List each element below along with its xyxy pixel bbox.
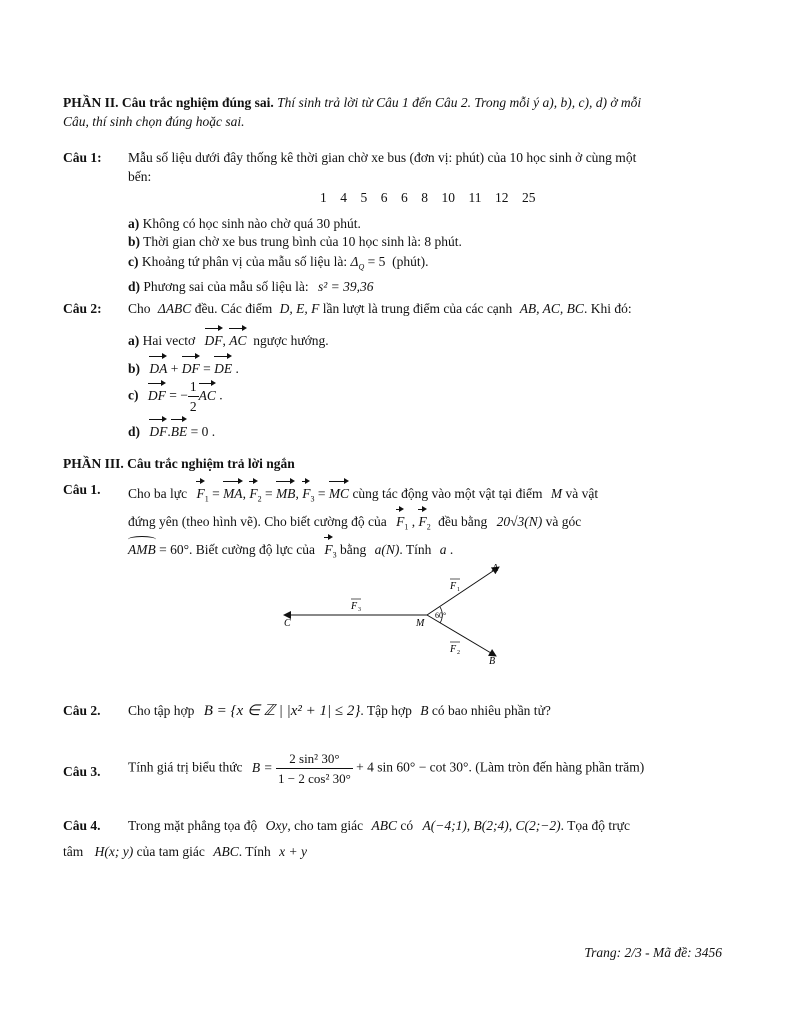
point-m-label: M	[416, 618, 425, 629]
q1-option-a: a) Không có học sinh nào chờ quá 30 phút.	[128, 216, 361, 231]
p3-q1-line1: Cho ba lực $F_1$ = MA, $F_2$ = MB, $F_3$ = MC cùng tác động vào một vật tại điểm M và vật	[128, 480, 598, 509]
force-f1-arrow	[427, 567, 499, 615]
part2-heading	[63, 93, 641, 112]
q2-option-a: a) Hai vectơ DF, AC ngược hướng.	[128, 327, 329, 350]
q2-option-c: c) DF = − $\frac{1}{2}$ AC .	[128, 379, 223, 414]
q2-option-d: d) DF.BE = 0 .	[128, 418, 215, 441]
p3-q3-text: Tính giá trị biểu thức B = $\frac{\text{2 sin² 30°}}{\text{1 − 2 cos² 30°}}$ + 4 sin 60° − cot 30°. (Làm tròn đến hàng phần trăm)	[128, 751, 645, 786]
q1-data-row: 1 4 5 6 6 8 10 11 12 25	[320, 190, 536, 205]
q2-label: Câu 2:	[63, 301, 102, 316]
p3-q1-label: Câu 1.	[63, 482, 101, 497]
force-f2-arrow	[427, 615, 496, 656]
p3-q1-line3: AMB = 60°. Biết cường độ lực của $F_3$ bằng a(N). Tính a .	[128, 536, 453, 565]
point-a-label: A	[492, 563, 499, 574]
part2-instruction: Thí sinh trả lời từ Câu 1 đến Câu 2. Trong mỗi ý a), b), c), d) ở mỗi	[273, 95, 642, 110]
q2-stem: Cho ΔABC đều. Các điểm D, E, F lần lượt là trung điểm của các cạnh AB, AC, BC. Khi đó:	[128, 301, 632, 316]
part2-instruction-2: Câu, thí sinh chọn đúng hoặc sai.	[63, 114, 245, 129]
q1-option-d: d) Phương sai của mẫu số liệu là: s² = 39,36	[128, 279, 374, 294]
svg-text:3: 3	[358, 607, 361, 613]
svg-text:1: 1	[457, 587, 460, 593]
f2-label	[449, 642, 460, 656]
part3-title: PHẦN III. Câu trắc nghiệm trả lời ngắn	[63, 456, 295, 471]
p3-q2-text: Cho tập hợp B = {x ∈ ℤ | |x² + 1| ≤ 2}. Tập hợp B có bao nhiêu phần tử?	[128, 703, 551, 719]
page-footer: Trang: 2/3 - Mã đề: 3456	[584, 945, 722, 960]
svg-text:F: F	[450, 644, 457, 655]
angle-label: 60°	[435, 611, 447, 620]
q1-option-c: c) Khoảng tứ phân vị của mẫu số liệu là: $\Delta_Q = 5$ (phút).	[128, 254, 429, 272]
p3-q4-label: Câu 4.	[63, 818, 101, 833]
q1-stem: Mẫu số liệu dưới đây thống kê thời gian chờ xe bus (đơn vị: phút) của 10 học sinh ở cùng một	[128, 150, 637, 165]
svg-text:2: 2	[457, 650, 460, 656]
f3-label	[350, 599, 361, 613]
p3-q4-line1: Trong mặt phẳng tọa độ Oxy, cho tam giác ABC có A(−4;1), B(2;4), C(2;−2). Tọa độ trực	[128, 818, 630, 833]
svg-text:F: F	[351, 601, 358, 612]
part2-title: PHẦN II. Câu trắc nghiệm đúng sai.	[63, 95, 274, 110]
p3-q3-label: Câu 3.	[63, 764, 101, 779]
q1-option-b: b) Thời gian chờ xe bus trung bình của 10 học sinh là: 8 phút.	[128, 234, 462, 249]
f1-label	[449, 579, 460, 593]
q1-label: Câu 1:	[63, 150, 102, 165]
svg-text:F: F	[450, 581, 457, 592]
q2-option-b: b) DA + DF = DE .	[128, 355, 239, 378]
p3-q2-label: Câu 2.	[63, 703, 101, 718]
angle-amb: AMB	[128, 536, 156, 559]
p3-q1-line2: đứng yên (theo hình vẽ). Cho biết cường độ của $F_1$ , $F_2$ đều bằng 20√3(N) và góc	[128, 508, 581, 537]
q1-stem-2: bến:	[128, 169, 152, 184]
point-b-label: B	[489, 656, 496, 667]
point-c-label: C	[284, 618, 291, 629]
force-diagram	[270, 560, 510, 670]
p3-q4-line2: tâm H(x; y) của tam giác ABC. Tính x + y	[63, 844, 307, 859]
